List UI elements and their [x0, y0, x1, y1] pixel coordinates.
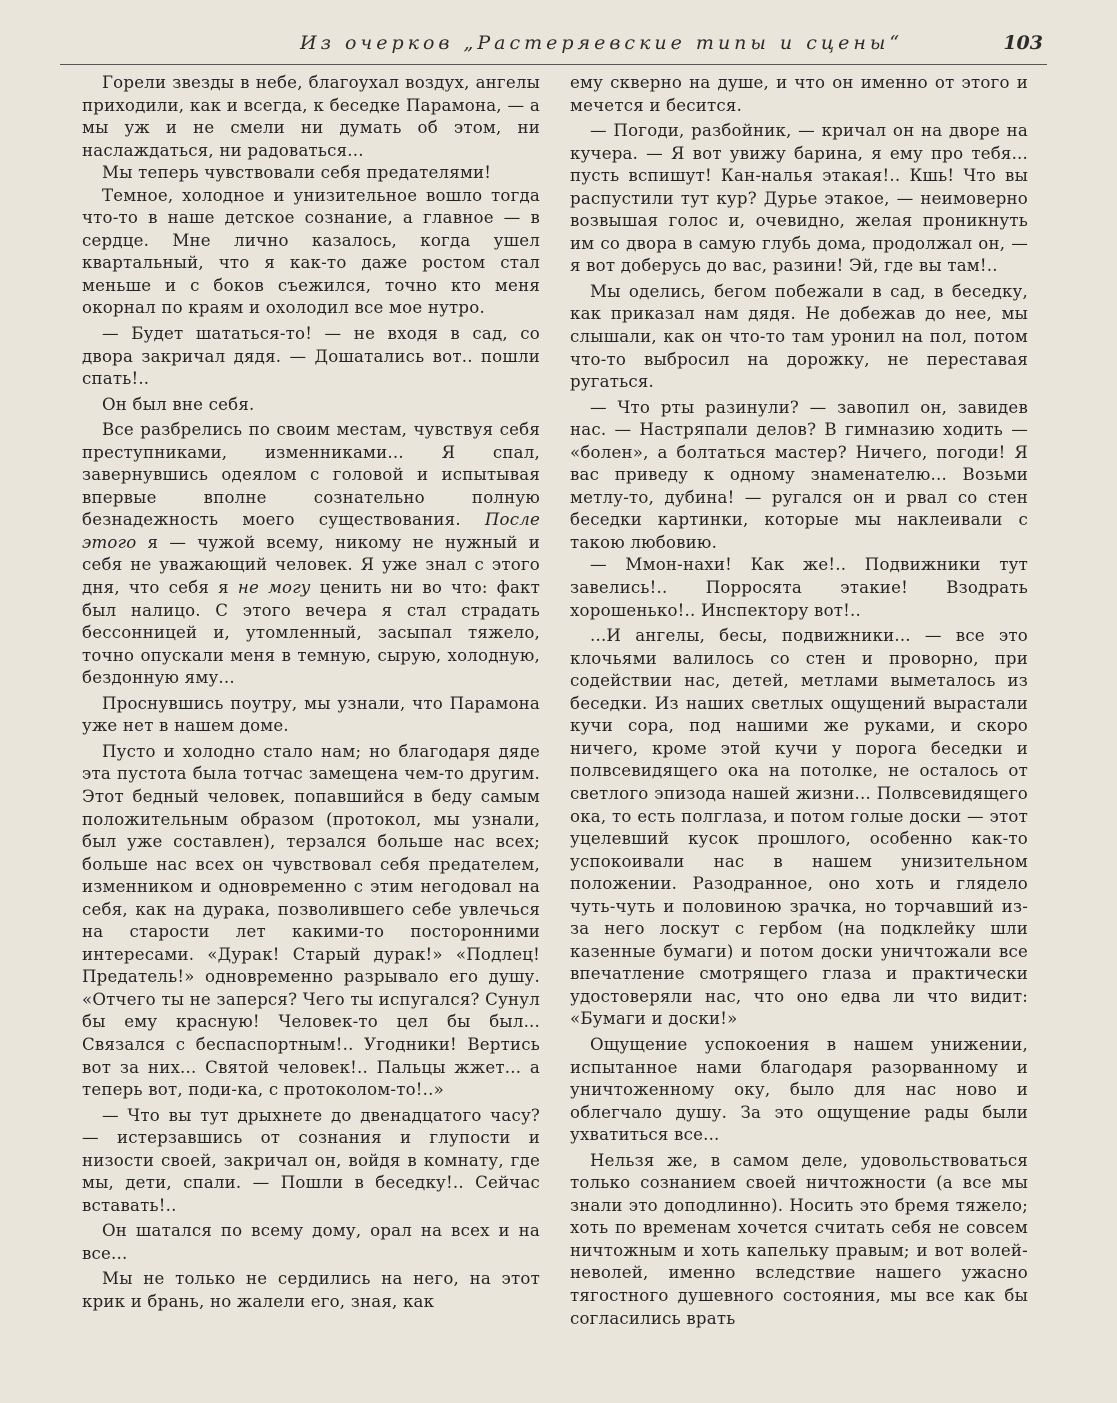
paragraph: Проснувшись поутру, мы узнали, что Парамона уже нет в нашем доме. [82, 693, 540, 736]
emphasis-text: После этого [82, 510, 540, 552]
text-run: я — чужой всему, никому не нужный и себя не уважающий человек. Я уже знал с этого дня, что себя я [82, 532, 540, 598]
page-header [60, 30, 1047, 65]
paragraph: ...И ангелы, бесы, подвижники... — все это клочьями валилось со стен и проворно, при содействии нас, детей, метлами выметалось из беседки. Из наших светлых ощущений вырастали кучи сора, под нашими же руками, и скоро ничего, кроме этой кучи у порога беседки и полвсевидящего ока на потолке, не осталось от светлого эпизода нашей жизни... Полвсевидящего ока, то есть полглаза, и потом голые доски — этот уцелевший кусок прошлого, особенно как-то успокоивали нас в нашем унизительном положении. Разодранное, оно хоть и глядело чуть-чуть и половиною зрачка, но торчавший из-за него лоскут с гербом (на подклейку шли казенные бумаги) и потом доски уничтожали все впечатление смотрящего глаза и практически удостоверяли нас, что оно едва ли что видит: «Бумаги и доски!» [570, 626, 1028, 1029]
paragraph: Нельзя же, в самом деле, удовольствоваться только сознанием своей ничтожности (а все мы знали это доподлинно). Носить это бремя тяжело; хоть по временам хочется считать себя не совсем ничтожным и хоть капельку правым; и вот волей-неволей, именно вследствие нашего ужасно тягостного душевного состояния, мы все как бы согласились врать [570, 1150, 1028, 1328]
paragraph: Мы теперь чувствовали себя предателями! [102, 163, 492, 183]
running-title: Из очерков „Растеряевские типы и сцены“ [300, 32, 904, 54]
paragraph: Темное, холодное и унизительное вошло тогда что-то в наше детское сознание, а главное — в сердце. Мне лично казалось, когда ушел квартальный, что я как-то даже ростом стал меньше и с боков съежился, точно кто меня окорнал по краям и охолодил все мое нутро. [82, 185, 540, 318]
paragraph: Ощущение успокоения в нашем унижении, испытанное нами благодаря разорванному и уничтоженному оку, было для нас ново и облегчало душу. За это ощущение рады были ухватиться все... [570, 1034, 1028, 1145]
text-run: ценить ни во что: факт был налицо. С этого вечера я стал страдать бессонницей и, утомленный, засыпал тяжело, точно опускали меня в темную, сырую, холодную, бездонную яму... [82, 578, 540, 688]
paragraph [82, 419, 540, 690]
paragraph: — Погоди, разбойник, — кричал он на дворе на кучера. — Я вот увижу барина, я ему про тебя... пусть вспишут! Кан-налья этакая!.. Кшь! Что вы распустили тут кур? Дурье этакое, — неимоверно возвышая голос и, очевидно, желая проникнуть им со двора в самую глубь дома, продолжал он, — я вот доберусь до вас, разини! Эй, где вы там!.. [570, 121, 1028, 276]
paragraph: — Что вы тут дрыхнете до двенадцатого часу? — истерзавшись от сознания и глупости и низости своей, закричал он, войдя в комнату, где мы, дети, спали. — Пошли в беседку!.. Сейчас вставать!.. [82, 1105, 540, 1215]
paragraph: Пусто и холодно стало нам; но благодаря дяде эта пустота была тотчас замещена чем-то другим. Этот бедный человек, попавшийся в беду самым положительным образом (протокол, мы узнали, был уже составлен), терзался больше нас всех; больше нас всех он чувствовал себя предателем, изменником и одновременно с этим негодовал на себя, как на дурака, позволившего себе увлечься на старости лет какими-то посторонними интересами. «Дурак! Старый дурак!» «Подлец! Предатель!» одновременно разрывало его душу. «Отчего ты не заперся? Чего ты испугался? Сунул бы ему красную! Человек-то цел бы был... Связался с беспаспортным!.. Угодники! Вертись вот за них... Святой человек!.. Пальцы жжет... а теперь вот, поди-ка, с протоколом-то!..» [82, 741, 540, 1100]
emphasis-text: не могу [237, 578, 311, 598]
text-run: Все разбрелись по своим местам, чувствуя себя преступниками, изменниками... Я спал, завернувшись одеялом с головой и испытывая впервые вполне сознательно полную безнадежность моего существования. [82, 420, 540, 530]
paragraph: Он шатался по всему дому, орал на всех и на все... [82, 1221, 540, 1263]
page-number: 103 [1003, 32, 1043, 54]
paragraph: Мы не только не сердились на него, на этот крик и брань, но жалели его, зная, как [82, 1269, 540, 1311]
paragraph: ему скверно на душе, и что он именно от этого и мечется и бесится. [570, 73, 1028, 115]
paragraph: Мы оделись, бегом побежали в сад, в беседку, как приказал нам дядя. Не добежав до нее, мы слышали, как он что-то там уронил на пол, потом что-то выбросил на дорожку, не переставая ругаться. [570, 281, 1028, 392]
paragraph: — Ммон-нахи! Как же!.. Подвижники тут завелись!.. Порросята этакие! Взодрать хорошенько!.. Инспектору вот!.. [570, 555, 1028, 620]
paragraph: — Будет шататься-то! — не входя в сад, со двора закричал дядя. — Дошатались вот.. пошли спать!.. [82, 324, 540, 389]
paragraph: — Что рты разинули? — завопил он, завидев нас. — Настряпали делов? В гимназию ходить — «болен», а болтаться мастер? Ничего, погоди! Я вас приведу к одному знаменателю... Возьми метлу-то, дубина! — ругался он и рвал со стен беседки картинки, которые мы наклеивали с такою любовию. [570, 397, 1028, 552]
right-text-column [570, 72, 1028, 1330]
left-text-column [82, 72, 540, 1314]
paragraph: Горели звезды в небе, благоухал воздух, ангелы приходили, как и всегда, к беседке Парамона, — а мы уж и не смели ни думать об этом, ни наслаждаться, ни радоваться... [82, 73, 540, 160]
paragraph: Он был вне себя. [102, 394, 255, 414]
